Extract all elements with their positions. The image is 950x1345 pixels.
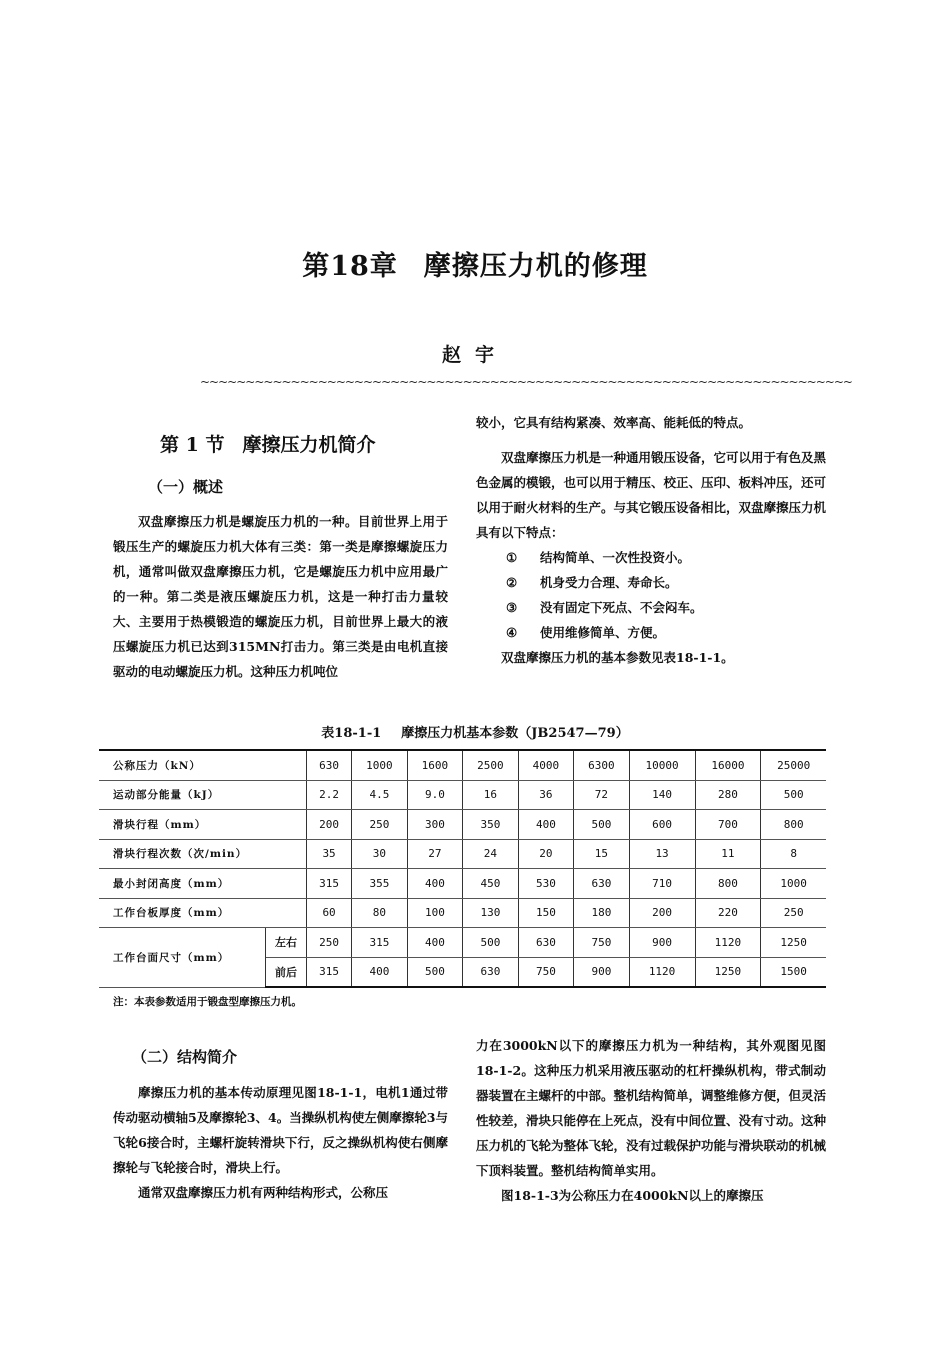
table-cell: 16000 (695, 750, 761, 780)
section-heading (160, 430, 375, 457)
continuation-paragraph: 较小，它具有结构紧凑、效率高、能耗低的特点。 (476, 415, 752, 430)
table-cell: 500 (574, 810, 630, 840)
table-cell: 500 (407, 957, 463, 987)
lower-left-column (113, 1080, 448, 1205)
table-cell: 130 (463, 898, 519, 928)
table-cell: 1250 (761, 928, 826, 958)
row-label: 滑块行程（mm） (99, 810, 307, 840)
list-item-number: ③ (506, 600, 518, 615)
table-cell: 1500 (761, 957, 826, 987)
table-cell: 250 (307, 928, 352, 958)
table-cell: 250 (352, 810, 408, 840)
table-row (99, 810, 826, 840)
list-item-number: ② (506, 575, 518, 590)
table-cell: 9.0 (407, 780, 463, 810)
table-cell: 220 (695, 898, 761, 928)
features-list (476, 545, 826, 645)
row-label: 公称压力（kN） (99, 750, 307, 780)
table-cell: 530 (518, 869, 574, 899)
table-cell: 450 (463, 869, 519, 899)
table-cell: 1250 (695, 957, 761, 987)
author: 赵宇 (441, 344, 508, 366)
table-cell: 750 (574, 928, 630, 958)
table-cell: 630 (518, 928, 574, 958)
table-row (99, 869, 826, 899)
table-cell: 1120 (695, 928, 761, 958)
table-cell: 2500 (463, 750, 519, 780)
section-title-text: 摩擦压力机简介 (242, 434, 376, 456)
row-label: 运动部分能量（kJ） (99, 780, 307, 810)
table-row (99, 928, 826, 958)
table-cell: 6300 (574, 750, 630, 780)
table-cell: 11 (695, 839, 761, 869)
params-reference: 双盘摩擦压力机的基本参数见表18-1-1。 (501, 650, 734, 665)
section-number: 第 1 节 (160, 434, 225, 456)
row-sublabel: 左右 (266, 928, 307, 958)
table-cell: 140 (629, 780, 695, 810)
table-cell: 35 (307, 839, 352, 869)
table-cell: 15 (574, 839, 630, 869)
table-cell: 100 (407, 898, 463, 928)
table-cell: 315 (307, 869, 352, 899)
list-item (476, 620, 826, 645)
table-cell: 200 (629, 898, 695, 928)
table-caption (0, 722, 950, 741)
list-item-text: 机身受力合理、寿命长。 (540, 575, 678, 590)
chapter-title-text: 摩擦压力机的修理 (423, 251, 648, 282)
table-cell: 300 (407, 810, 463, 840)
list-item (476, 570, 826, 595)
table-note: 注：本表参数适用于锻盘型摩擦压力机。 (113, 996, 302, 1008)
small-press-paragraph: 力在3000kN以下的摩擦压力机为一种结构，其外观图见图18-1-2。这种压力机采用液压驱动的杠杆操纵机构，带式制动器装置在主螺杆的中部。整机结构简单，调整维修方便，但灵活性较差，滑块只能停在上死点，没有中间位置、没有寸动。这种压力机的飞轮为整体飞轮，没有过载保护功能与滑块联动的机械下顶料装置。整机结构简单实用。 (476, 1038, 827, 1178)
chapter-number: 第18章 (302, 251, 398, 282)
table-cell: 800 (695, 869, 761, 899)
table-cell: 750 (518, 957, 574, 987)
table-cell: 24 (463, 839, 519, 869)
table-cell: 250 (761, 898, 826, 928)
table-row (99, 839, 826, 869)
parameters-table (99, 749, 826, 988)
table-cell: 10000 (629, 750, 695, 780)
structure-heading: （二）结构简介 (132, 1048, 238, 1066)
table-number: 表18-1-1 (321, 726, 382, 741)
table-cell: 4000 (518, 750, 574, 780)
table-cell: 4.5 (352, 780, 408, 810)
table-cell: 630 (463, 957, 519, 987)
table-cell: 1120 (629, 957, 695, 987)
table-title: 摩擦压力机基本参数 (401, 726, 519, 741)
table-cell: 315 (352, 928, 408, 958)
row-label: 滑块行程次数（次/min） (99, 839, 307, 869)
list-item-number: ④ (506, 625, 518, 640)
table-cell: 630 (307, 750, 352, 780)
table-cell: 200 (307, 810, 352, 840)
transmission-paragraph: 摩擦压力机的基本传动原理见图18-1-1，电机1通过带传动驱动横轴5及摩擦轮3、4。当操纵机构使左侧摩擦轮3与飞轮6接合时，主螺杆旋转滑块下行，反之操纵机构使右侧摩擦轮与飞轮接合时，滑块上行。 (113, 1085, 448, 1175)
list-item-text: 使用维修简单、方便。 (540, 625, 666, 640)
table-cell: 25000 (761, 750, 826, 780)
table-cell: 800 (761, 810, 826, 840)
table-cell: 315 (307, 957, 352, 987)
table-cell: 8 (761, 839, 826, 869)
list-item-number: ① (506, 550, 518, 565)
table-row (99, 750, 826, 780)
table-cell: 80 (352, 898, 408, 928)
table-cell: 350 (463, 810, 519, 840)
table-cell: 500 (761, 780, 826, 810)
structure-forms-paragraph: 通常双盘摩擦压力机有两种结构形式，公称压 (138, 1185, 389, 1200)
table-cell: 72 (574, 780, 630, 810)
list-item (476, 545, 826, 570)
table-cell: 400 (352, 957, 408, 987)
table-cell: 150 (518, 898, 574, 928)
right-column-upper (476, 410, 826, 670)
table-cell: 1600 (407, 750, 463, 780)
list-item-text: 没有固定下死点、不会闷车。 (540, 600, 703, 615)
table-cell: 36 (518, 780, 574, 810)
table-cell: 400 (518, 810, 574, 840)
overview-heading: （一）概述 (148, 478, 224, 496)
table-cell: 355 (352, 869, 408, 899)
list-item (476, 595, 826, 620)
table-cell: 180 (574, 898, 630, 928)
row-label: 工作台面尺寸（mm） (99, 928, 266, 988)
table-cell: 20 (518, 839, 574, 869)
table-cell: 500 (463, 928, 519, 958)
table-cell: 630 (574, 869, 630, 899)
table-cell: 30 (352, 839, 408, 869)
large-press-paragraph: 图18-1-3为公称压力在4000kN以上的摩擦压 (501, 1188, 764, 1203)
table-row (99, 898, 826, 928)
table-cell: 600 (629, 810, 695, 840)
list-item-text: 结构简单、一次性投资小。 (540, 550, 691, 565)
table-standard: （JB2547—79） (518, 726, 629, 741)
table-cell: 27 (407, 839, 463, 869)
table-cell: 2.2 (307, 780, 352, 810)
table-cell: 400 (407, 928, 463, 958)
table-cell: 1000 (761, 869, 826, 899)
table-cell: 710 (629, 869, 695, 899)
table-cell: 900 (574, 957, 630, 987)
table-cell: 13 (629, 839, 695, 869)
features-intro-paragraph: 双盘摩擦压力机是一种通用锻压设备，它可以用于有色及黑色金属的模锻，也可以用于精压、校正、压印、板料冲压，还可以用于耐火材料的生产。与其它锻压设备相比，双盘摩擦压力机具有以下特点： (476, 450, 827, 540)
table-row (99, 780, 826, 810)
table-cell: 400 (407, 869, 463, 899)
row-sublabel: 前后 (266, 957, 307, 987)
table-cell: 16 (463, 780, 519, 810)
overview-paragraph: 双盘摩擦压力机是螺旋压力机的一种。目前世界上用于锻压生产的螺旋压力机大体有三类：第一类是摩擦螺旋压力机，通常叫做双盘摩擦压力机，它是螺旋压力机中应用最广的一种。第二类是液压螺旋压力机，这是一种打击力量较大、主要用于热模锻造的螺旋压力机，目前世界上最大的液压螺旋压力机已达到315MN打击力。第三类是由电机直接驱动的电动螺旋压力机。这种压力机吨位 (113, 514, 448, 679)
table-cell: 700 (695, 810, 761, 840)
table-cell: 900 (629, 928, 695, 958)
ornamental-divider: ~~~~~~~~~~~~~~~~~~~~~~~~~~~~~~~~~~~~~~~~~~~~~~~~~~~~~~~~~~~~~~~~~~~~~~~~ (200, 375, 852, 389)
row-label: 工作台板厚度（mm） (99, 898, 307, 928)
table-cell: 1000 (352, 750, 408, 780)
table-cell: 60 (307, 898, 352, 928)
chapter-title (0, 244, 950, 283)
row-label: 最小封闭高度（mm） (99, 869, 307, 899)
lower-right-column (476, 1033, 826, 1208)
table-cell: 280 (695, 780, 761, 810)
